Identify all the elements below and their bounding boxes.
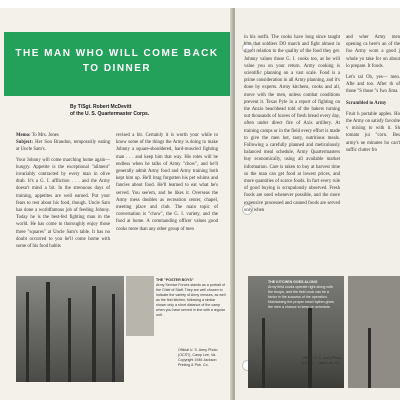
byline [70,104,190,118]
column-1-body: Your Johnny will come marching home again—hungry. Appetite is the exceptional "ailment" invariably contracted by every man in olive drab. It's a G. I. affliction . . . and the Army doesn't mind a bit. In the strenuous days of training, appetites are well earned. Put your fears to rest about his food, though. Uncle Sam has done a worldfamous job of feeding Johnny. Today he is the best-fed fighting man in the world. He has come to thoroughly enjoy those three "squares" at Uncle Sam's table. It has no doubt occurred to you he'll come home with some of his food habits [16,157,110,250]
article-column-4 [346,34,400,154]
tree-trunk [368,328,371,388]
memo-label: Memo: [16,133,31,138]
caption-poster-boys-title: THE "POSTER BOYS" [156,278,194,282]
photo-kitchen-side [348,276,400,388]
left-page [0,8,232,400]
subject-text: Her Son Brandon, temporarily eating at Uncle Sam's. [16,140,110,153]
caption-poster-boys [156,278,226,318]
tree-trunk [68,298,71,382]
photo-poster-boys-side [126,276,154,336]
subject-label: Subject: [16,140,34,146]
tree-trunk [112,294,115,382]
column-4-part-a: and wher Army men opening ca here's an of the foo Army wom a good j whole yo take for on about lo prepare. It foods. [346,35,400,69]
caption-kitchen-text: Army field cooks operate right along with the troops, and the field cook can be a factor in the success of the operation. Maintaining the proper meal rhythm gives the men a chance to keep on schedule. [268,285,334,309]
caption-poster-boys-credit [178,348,228,368]
article-title: THE MAN WHO WILL COME BACK TO DINNER [15,48,219,74]
column-4-part-b: Let's tal Oh, yes— men. Afte and too. After th of those "S those "s Iwo Jima. [346,75,400,95]
subject-line [16,139,110,153]
column-4-part-c: Scrambled to Army [346,100,387,106]
tree-trunk [308,308,312,388]
byline-author: By T/Sgt. Robert McDevitt [70,104,132,110]
tree-trunk [262,318,265,388]
tree-trunk [92,286,96,382]
byline-affiliation: of the U. S. Quartermaster Corps. [70,111,150,117]
copyright-line: Copyright 1946 Jackson Printing & Pub. Co. [178,358,217,367]
caption-poster-boys-text: Army Service Forces stands as a portrait of the Chief of Staff. They are well chosen to indicate the variety of Army messes, as well as the first kitchen, following a similar shown only a short distance of the camp when you have served in line with a regular unit. [156,283,226,317]
article-column-2: revised a bit. Certainly it is worth your while to know some of the things the Army is doing to make Johnny a square-shouldered, hard-muscled fighting man . . . and keep him that way. His roles will be endless when he talks of Army "chow", and he'll generally admit Army food and Army training both kept him up. He'll brag forgotten his pet whims and fancies about food. He'll learned to eat what he's served. You see'em, and he likes it. Overseas the Army mess doubles as recreation center, chapel, meeting place and club. The main topic of conversation is "chow", the G. I. variety, and the food at home. A commanding officer values good cooks more than any other group of men [116,133,218,232]
column-4-part-d: Fruit h portable apples. Ho the Army on satisfy favorite v mixing to with it. Sh tomato jui "corn. Bes army's ne minutes bo can't suffic clutter fro [346,111,400,153]
memo-text: To Mrs. Jones [31,133,59,138]
caption-kitchen [268,280,334,310]
memo-line [16,132,110,139]
title-banner [4,32,230,96]
caption-kitchen-credit: Official U. S. Army Photo (OCST), Camp Lee, Va. [302,356,342,365]
photo-poster-boys [16,276,124,382]
magazine-spread [0,8,400,400]
tree-trunk [26,292,29,382]
page-number: 7 [336,380,339,385]
photo-credit: Official U. S. Army Photo (OCST), Camp Lee, Va. [178,348,218,357]
article-column-1 [16,132,110,250]
article-column-3: in his outfit. The cooks have long since taught him that soldiers DO march and fight almost in direct relation to the quality of the food they get. Johnny values those G. I. cooks too, as he will value you on your return. Army cooking is scientific planning on a vast scale. Food is a prime consideration in all Army planning, and it's done by experts. Army kitchens, cooks and all, move with the men, unless combat conditions prevent it. Texas Pyle in a report of fighting on the Anzio beachhead told of the bakers turning out thousands of loaves of fresh bread every day, often under direct fire of Axis artillery. At training camps or in the field every effort is made to give the men hot, tasty, nutritious meals. Following a carefully planned and meticulously balanced meal schedule, Army Quartermasters buy economically, using all available market information. Care is taken to buy at harvest time so the man can get food at lowest prices, and more quantities of scarce foods. In fact every rule of good buying is scrupulously observed. Fresh foods are used whenever possible, and the more expensive processed and canned foods are served only when [244,35,340,213]
tree-trunk [46,282,50,382]
caption-kitchen-title: THE KITCHEN GOES ALONG [268,280,318,284]
